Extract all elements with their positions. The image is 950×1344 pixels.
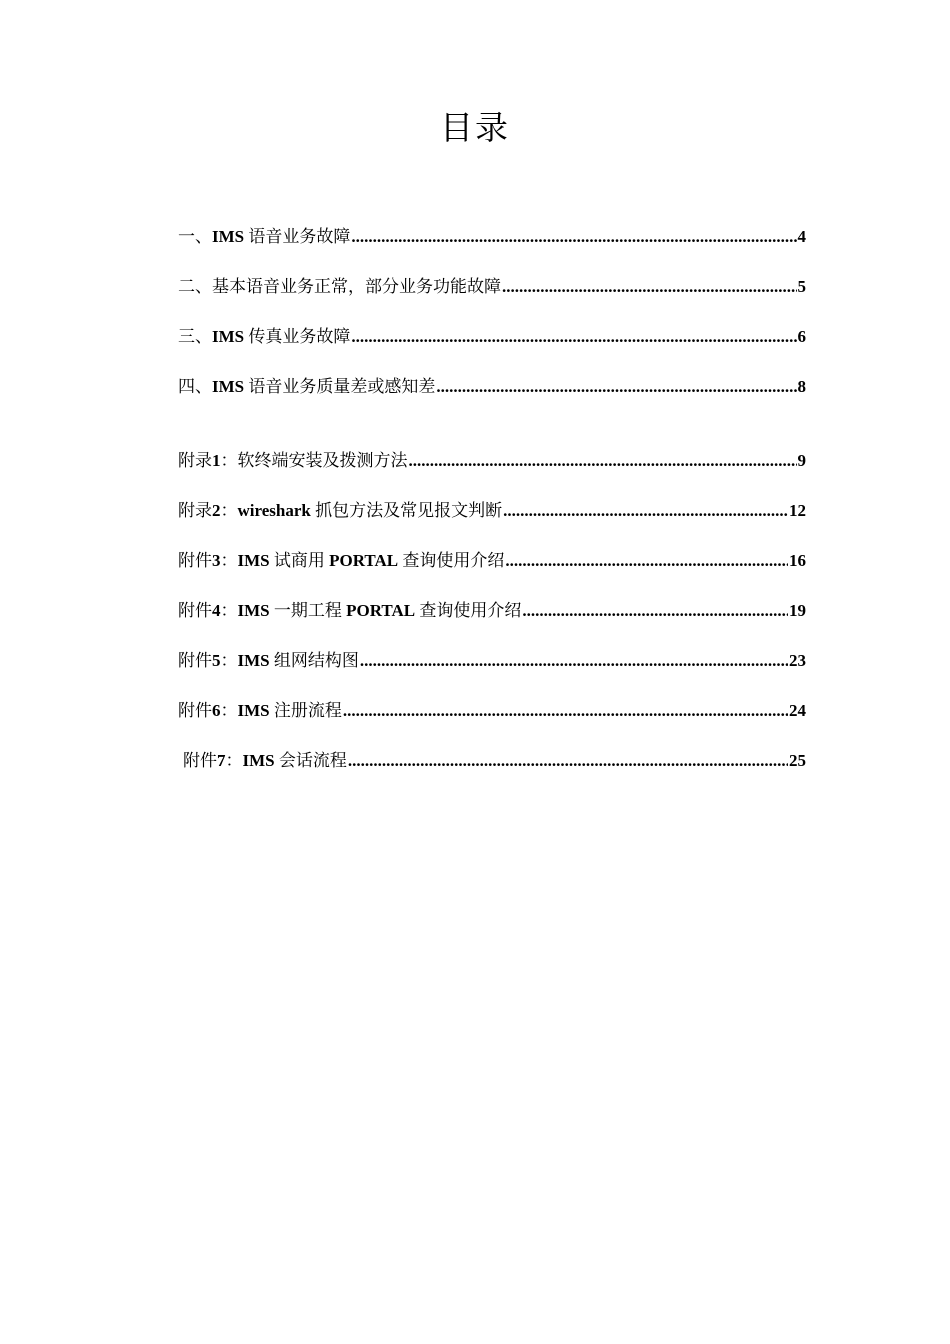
- toc-page-number: 19: [789, 601, 806, 620]
- toc-entry-appendix-2[interactable]: [178, 499, 806, 523]
- toc-page-number: 24: [789, 701, 806, 720]
- toc-entry-prefix: 四、: [178, 377, 212, 396]
- toc-entry-title: 基本语音业务正常，部分业务功能故障: [212, 277, 501, 296]
- toc-entry-title: 4：IMS 一期工程 PORTAL 查询使用介绍: [212, 601, 522, 620]
- toc-entry-prefix: 附件: [178, 551, 212, 570]
- toc-entry-attachment-5[interactable]: [178, 649, 806, 673]
- toc-entry-prefix: 附件: [178, 601, 212, 620]
- toc-page-number: 9: [797, 451, 806, 470]
- page-title: 目录: [440, 111, 510, 147]
- toc-entry-4[interactable]: [178, 375, 806, 399]
- toc-entry-title: IMS 传真业务故障: [212, 327, 351, 346]
- dot-leader: [503, 499, 788, 523]
- toc-page-number: 6: [797, 327, 806, 346]
- dot-leader: [409, 449, 797, 473]
- toc-entry-appendix-1[interactable]: [178, 449, 806, 473]
- dot-leader: [360, 649, 788, 673]
- toc-entry-attachment-3[interactable]: [178, 549, 806, 573]
- toc-entry-title: 2：wireshark 抓包方法及常见报文判断: [212, 501, 503, 520]
- toc-entry-title: IMS 语音业务故障: [212, 227, 351, 246]
- toc-entry-prefix: 附件: [183, 751, 217, 770]
- toc-page-number: 4: [797, 227, 806, 246]
- toc-page-number: 5: [797, 277, 806, 296]
- toc-entry-attachment-6[interactable]: [178, 699, 806, 723]
- toc-page-number: 12: [789, 501, 806, 520]
- toc-entry-title: 1：软终端安装及拨测方法: [212, 451, 408, 470]
- dot-leader: [522, 599, 788, 623]
- toc-entry-title: IMS 语音业务质量差或感知差: [212, 377, 436, 396]
- toc-entry-attachment-7[interactable]: [183, 749, 806, 773]
- toc-entry-prefix: 附录: [178, 451, 212, 470]
- dot-leader: [351, 225, 796, 249]
- toc-page-number: 25: [789, 751, 806, 770]
- toc-entry-prefix: 附件: [178, 701, 212, 720]
- toc-entry-attachment-4[interactable]: [178, 599, 806, 623]
- toc-page-number: 8: [797, 377, 806, 396]
- toc-entry-prefix: 一、: [178, 227, 212, 246]
- dot-leader: [351, 325, 796, 349]
- toc-entry-prefix: 三、: [178, 327, 212, 346]
- dot-leader: [343, 699, 788, 723]
- dot-leader: [436, 375, 796, 399]
- toc-entry-2[interactable]: [178, 275, 806, 299]
- toc-page-number: 16: [789, 551, 806, 570]
- toc-entry-1[interactable]: [178, 225, 806, 249]
- toc-entry-title: 6：IMS 注册流程: [212, 701, 342, 720]
- toc-entry-title: 5：IMS 组网结构图: [212, 651, 359, 670]
- toc-entry-prefix: 附件: [178, 651, 212, 670]
- dot-leader: [348, 749, 788, 773]
- toc-page-number: 23: [789, 651, 806, 670]
- toc-entry-prefix: 二、: [178, 277, 212, 296]
- dot-leader: [505, 549, 788, 573]
- dot-leader: [502, 275, 797, 299]
- toc-entry-prefix: 附录: [178, 501, 212, 520]
- toc-entry-title: 3：IMS 试商用 PORTAL 查询使用介绍: [212, 551, 505, 570]
- toc-entry-title: 7：IMS 会话流程: [217, 751, 347, 770]
- toc-entry-3[interactable]: [178, 325, 806, 349]
